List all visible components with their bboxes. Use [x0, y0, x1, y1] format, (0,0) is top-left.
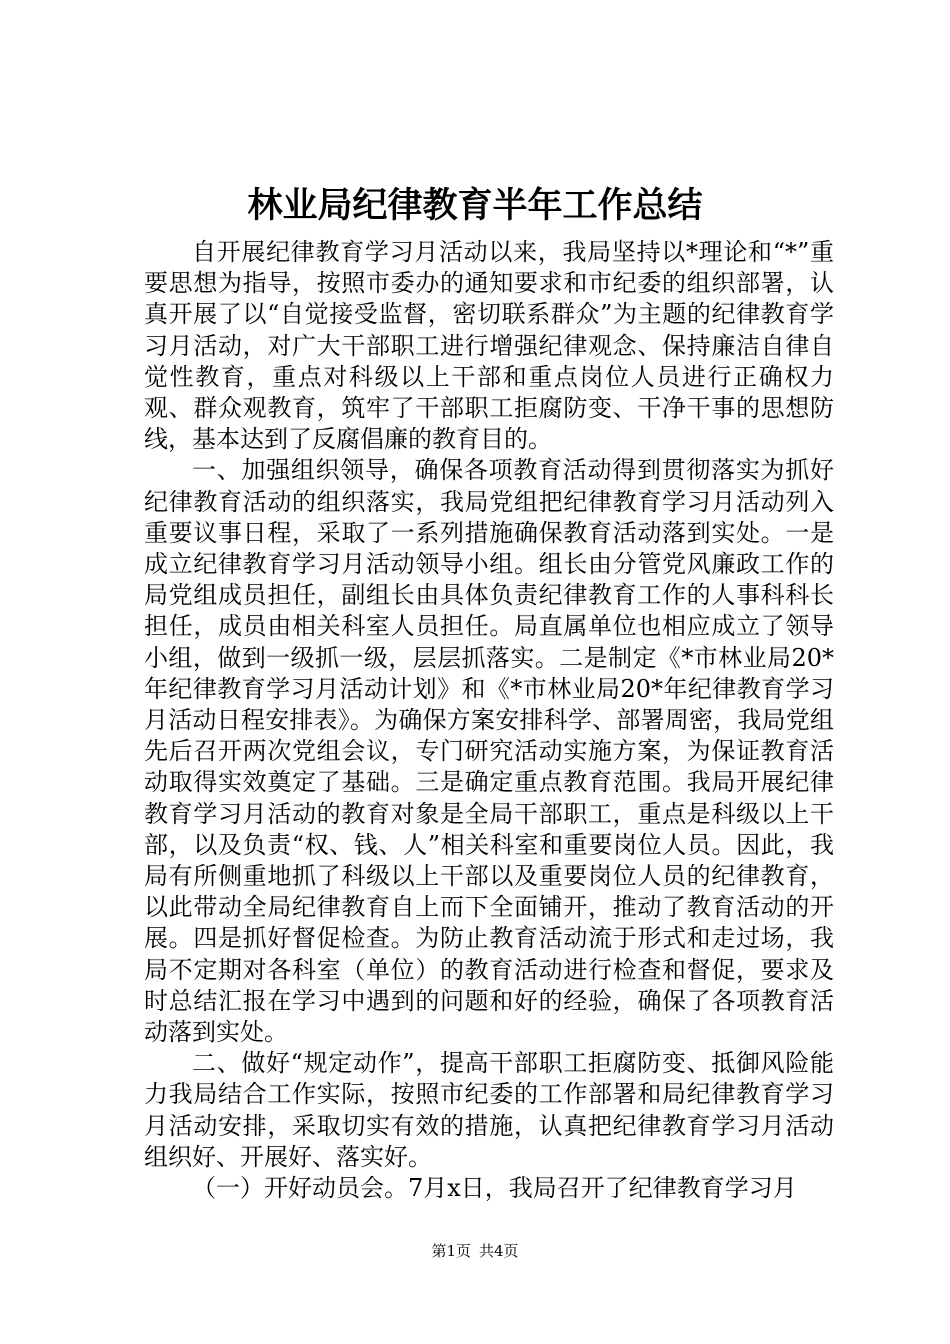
page-total: 共4页: [479, 1242, 519, 1260]
section-one-paragraph: 一、加强组织领导，确保各项教育活动得到贯彻落实为抓好纪律教育活动的组织落实，我局党组把纪律教育学习月活动列入重要议事日程，采取了一系列措施确保教育活动落到实处。一是成立纪律教育学习月活动领导小组。组长由分管党风廉政工作的局党组成员担任，副组长由具体负责纪律教育工作的人事科科长担任，成员由相关科室人员担任。局直属单位也相应成立了领导小组，做到一级抓一级，层层抓落实。二是制定《*市林业局20*年纪律教育学习月活动计划》和《*市林业局20*年纪律教育学习月活动日程安排表》。为确保方案安排科学、部署周密，我局党组先后召开两次党组会议，专门研究活动实施方案，为保证教育活动取得实效奠定了基础。三是确定重点教育范围。我局开展纪律教育学习月活动的教育对象是全局干部职工，重点是科级以上干部，以及负责“权、钱、人”相关科室和重要岗位人员。因此，我局有所侧重地抓了科级以上干部以及重要岗位人员的纪律教育，以此带动全局纪律教育自上而下全面铺开，推动了教育活动的开展。四是抓好督促检查。为防止教育活动流于形式和走过场，我局不定期对各科室（单位）的教育活动进行检查和督促，要求及时总结汇报在学习中遇到的问题和好的经验，确保了各项教育活动落到实处。: [144, 456, 834, 1047]
document-body: [144, 237, 834, 1204]
page-number: 第1页: [431, 1242, 471, 1260]
page-footer: [0, 1241, 950, 1261]
section-two-paragraph: 二、做好“规定动作”，提高干部职工拒腐防变、抵御风险能力我局结合工作实际，按照市纪委的工作部署和局纪律教育学习月活动安排，采取切实有效的措施，认真把纪律教育学习月活动组织好、开展好、落实好。: [144, 1049, 834, 1171]
document-title: 林业局纪律教育半年工作总结: [247, 185, 703, 226]
intro-paragraph: 自开展纪律教育学习月活动以来，我局坚持以*理论和“*”重要思想为指导，按照市委办的通知要求和市纪委的组织部署，认真开展了以“自觉接受监督，密切联系群众”为主题的纪律教育学习月活动，对广大干部职工进行增强纪律观念、保持廉洁自律自觉性教育，重点对科级以上干部和重点岗位人员进行正确权力观、群众观教育，筑牢了干部职工拒腐防变、干净干事的思想防线，基本达到了反腐倡廉的教育目的。: [144, 238, 834, 454]
subsection-one-paragraph: （一）开好动员会。7月x日，我局召开了纪律教育学习月: [192, 1174, 797, 1203]
